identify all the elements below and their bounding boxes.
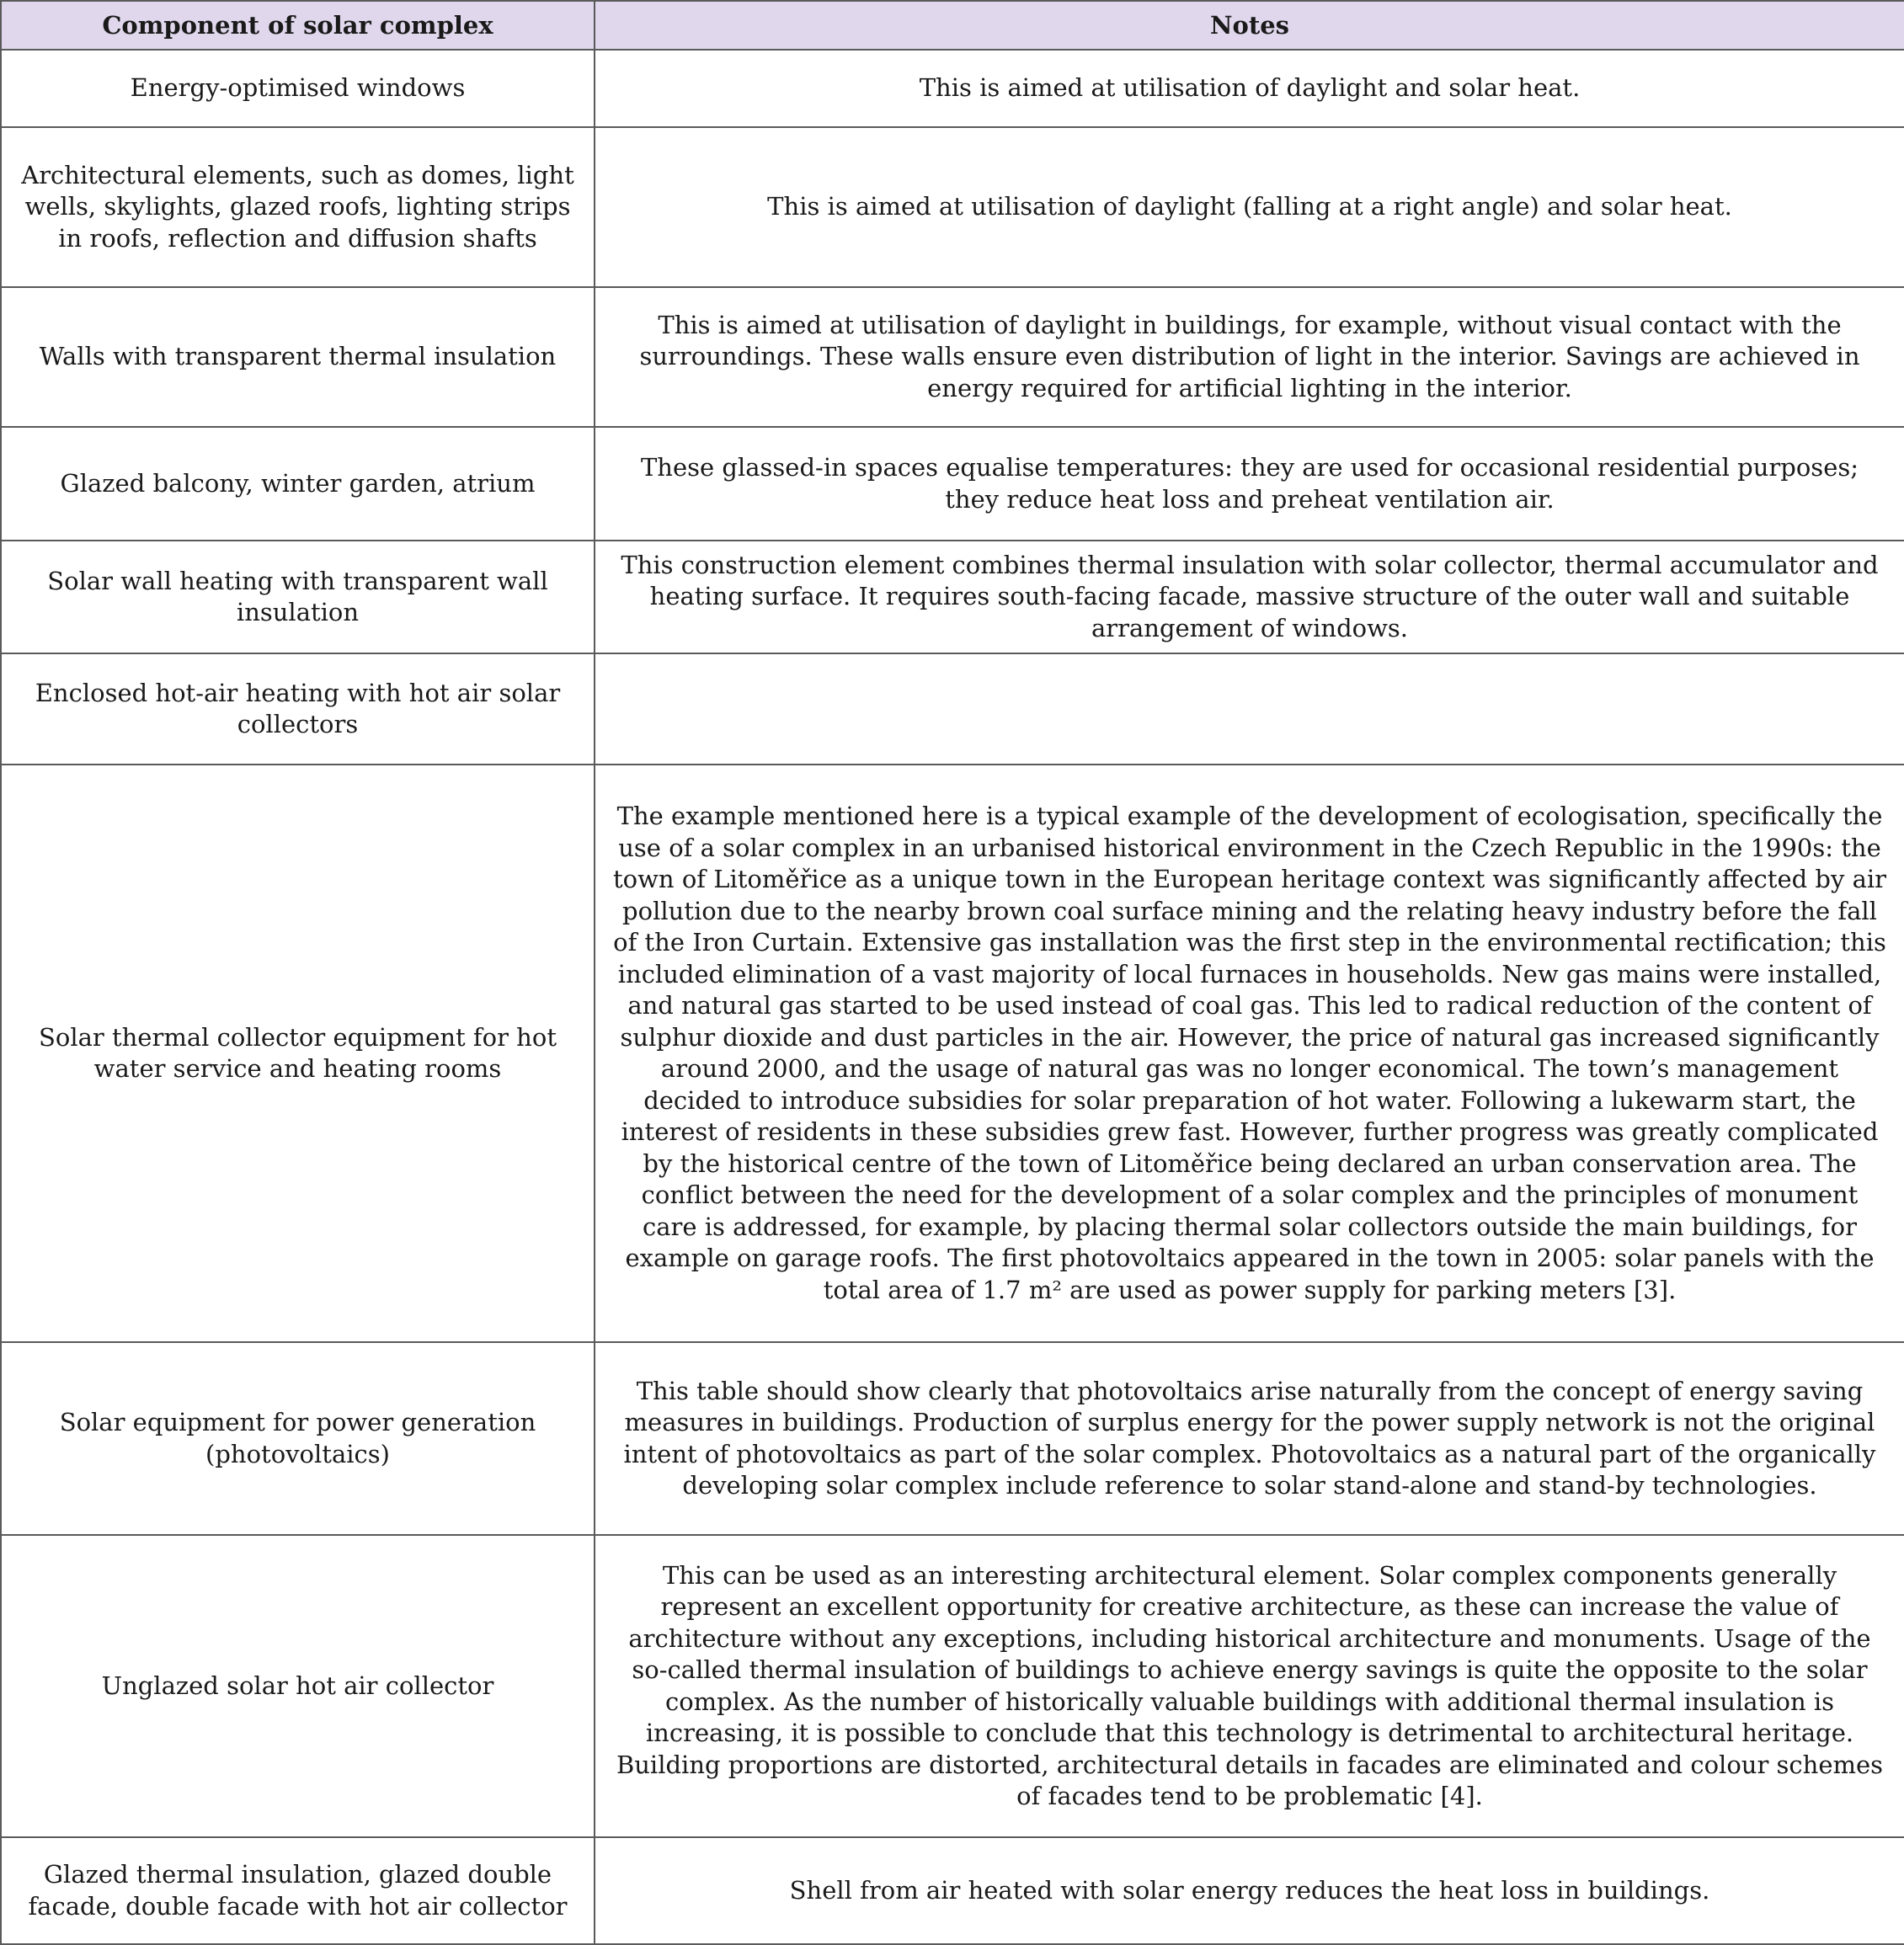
notes-cell: Shell from air heated with solar energy reduces the heat loss in buildings. [595,1837,1904,1944]
table-row [1,1837,1904,1944]
header-component: Component of solar complex [1,1,595,50]
table-row [1,287,1904,427]
component-cell: Glazed balcony, winter garden, atrium [1,427,595,541]
component-cell: Energy-optimised windows [1,50,595,127]
component-cell: Unglazed solar hot air collector [1,1535,595,1837]
table-row [1,765,1904,1342]
component-cell: Enclosed hot-air heating with hot air solar collectors [1,653,595,765]
component-cell: Solar wall heating with transparent wall insulation [1,541,595,653]
table-row [1,653,1904,765]
notes-cell: This is aimed at utilisation of daylight (falling at a right angle) and solar heat. [595,127,1904,287]
table-row [1,1342,1904,1535]
notes-cell: These glassed-in spaces equalise temperatures: they are used for occasional residential purposes; they reduce heat loss and preheat ventilation air. [595,427,1904,541]
table-row [1,127,1904,287]
table-row [1,1535,1904,1837]
header-row [1,1,1904,50]
notes-cell: The example mentioned here is a typical example of the development of ecologisation, specifically the use of a solar complex in an urbanised historical environment in the Czech Republic in the 1990s: the town of Litoměřice as a unique town in the European heritage context was significantly affected by air pollution due to the nearby brown coal surface mining and the relating heavy industry before the fall of the Iron Curtain. Extensive gas installation was the first step in the environmental rectification; this included elimination of a vast majority of local furnaces in households. New gas mains were installed, and natural gas started to be used instead of coal gas. This led to radical reduction of the content of sulphur dioxide and dust particles in the air. However, the price of natural gas increased significantly around 2000, and the usage of natural gas was no longer economical. The town’s management decided to introduce subsidies for solar preparation of hot water. Following a lukewarm start, the interest of residents in these subsidies grew fast. However, further progress was greatly complicated by the historical centre of the town of Litoměřice being declared an urban conservation area. The conflict between the need for the development of a solar complex and the principles of monument care is addressed, for example, by placing thermal solar collectors outside the main buildings, for example on garage roofs. The first photovoltaics appeared in the town in 2005: solar panels with the total area of 1.7 m² are used as power supply for parking meters [3]. [595,765,1904,1342]
component-cell: Architectural elements, such as domes, light wells, skylights, glazed roofs, lighting strips in roofs, reflection and diffusion shafts [1,127,595,287]
notes-cell [595,653,1904,765]
table-row [1,541,1904,653]
component-cell: Solar equipment for power generation (photovoltaics) [1,1342,595,1535]
notes-cell: This construction element combines thermal insulation with solar collector, thermal accumulator and heating surface. It requires south-facing facade, massive structure of the outer wall and suitable arrangement of windows. [595,541,1904,653]
notes-cell: This table should show clearly that photovoltaics arise naturally from the concept of energy saving measures in buildings. Production of surplus energy for the power supply network is not the original intent of photovoltaics as part of the solar complex. Photovoltaics as a natural part of the organically developing solar complex include reference to solar stand-alone and stand-by technologies. [595,1342,1904,1535]
component-cell: Glazed thermal insulation, glazed double facade, double facade with hot air collector [1,1837,595,1944]
table-row [1,427,1904,541]
header-notes: Notes [595,1,1904,50]
component-cell: Walls with transparent thermal insulation [1,287,595,427]
notes-cell: This is aimed at utilisation of daylight and solar heat. [595,50,1904,127]
notes-cell: This is aimed at utilisation of daylight in buildings, for example, without visual contact with the surroundings. These walls ensure even distribution of light in the interior. Savings are achieved in energy required for artificial lighting in the interior. [595,287,1904,427]
table-row [1,50,1904,127]
component-cell: Solar thermal collector equipment for hot water service and heating rooms [1,765,595,1342]
notes-cell: This can be used as an interesting architectural element. Solar complex components generally represent an excellent opportunity for creative architecture, as these can increase the value of architecture without any exceptions, including historical architecture and monuments. Usage of the so-called thermal insulation of buildings to achieve energy savings is quite the opposite to the solar complex. As the number of historically valuable buildings with additional thermal insulation is increasing, it is possible to conclude that this technology is detrimental to architectural heritage. Building proportions are distorted, architectural details in facades are eliminated and colour schemes of facades tend to be problematic [4]. [595,1535,1904,1837]
